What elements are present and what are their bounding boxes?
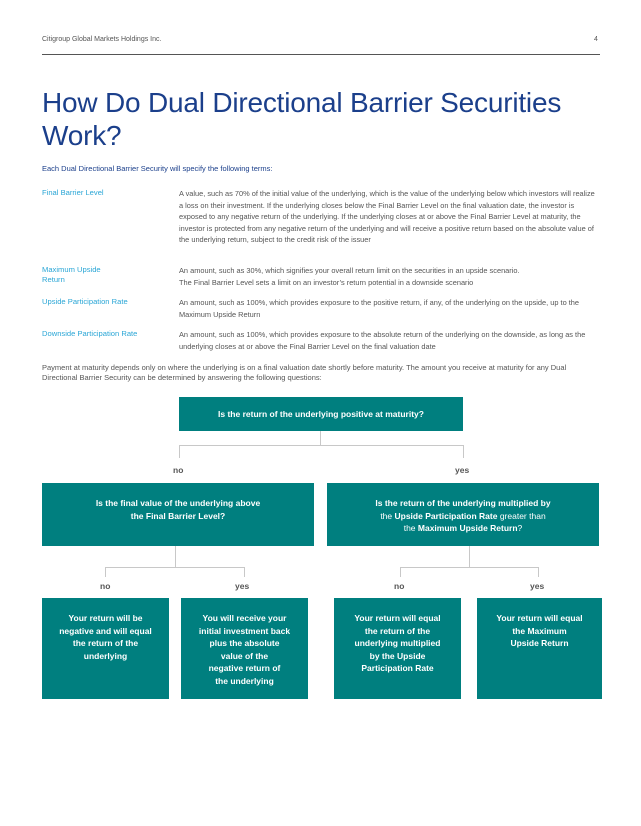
connector-line bbox=[105, 567, 106, 577]
definition-final-barrier-level: A value, such as 70% of the initial value of the underlying, which is the value of the underlying below which investors will realize a loss on their investment. If the underlying closes below the Final Barrier Level on the final valuation date, the investor is exposed to any negative return of the underlying. If the underlying closes at or above the Final Barrier Level at maturity, the investor is protected from any negative return of the underlying and will receive a positive return based on the absolute value of the underlying return, subject to the credit risk of the issuer bbox=[179, 189, 595, 244]
definition-downside-participation-rate: An amount, such as 100%, which provides exposure to the absolute return of the underlying on the downside, as long as the underlying closes at or above the Final Barrier Level on the final valuation date bbox=[179, 330, 586, 351]
flowchart-no-label: no bbox=[100, 581, 111, 591]
connector-line bbox=[244, 567, 245, 577]
payment-explanation: Payment at maturity depends only on where the underlying is on a final valuation date shortly before maturity. The amount you receive at maturity for any Dual Directional Barrier Security can be determined by answering the following questions: bbox=[42, 363, 567, 382]
connector-line bbox=[463, 445, 464, 458]
page-number: 4 bbox=[594, 36, 598, 43]
company-name: Citigroup Global Markets Holdings Inc. bbox=[42, 36, 162, 43]
page-title: How Do Dual Directional Barrier Securities Work? bbox=[42, 87, 562, 151]
flowchart-no-label: no bbox=[394, 581, 405, 591]
flowchart-yes-label: yes bbox=[235, 581, 250, 591]
outcome-negative-return: Your return will be negative and will equal the return of the underlying bbox=[42, 598, 169, 699]
header-divider bbox=[42, 54, 600, 55]
connector-line bbox=[538, 567, 539, 577]
term-final-barrier-level: Final Barrier Level bbox=[42, 188, 104, 197]
connector-line bbox=[105, 567, 245, 568]
connector-line bbox=[400, 567, 539, 568]
connector-line bbox=[400, 567, 401, 577]
connector-line bbox=[179, 445, 180, 458]
term-downside-participation-rate: Downside Participation Rate bbox=[42, 329, 138, 338]
intro-text: Each Dual Directional Barrier Security will specify the following terms: bbox=[42, 164, 273, 173]
term-maximum-upside-return: Maximum Upside Return bbox=[42, 265, 101, 284]
connector-line bbox=[175, 546, 176, 568]
connector-line bbox=[320, 431, 321, 445]
outcome-absolute-return: You will receive your initial investment back plus the absolute value of the negative return of the underlying bbox=[181, 598, 308, 699]
connector-line bbox=[469, 546, 470, 568]
flowchart-barrier-question: Is the final value of the underlying above the Final Barrier Level? bbox=[42, 483, 314, 546]
outcome-participation-return: Your return will equal the return of the underlying multiplied by the Upside Participation Rate bbox=[334, 598, 461, 699]
flowchart-yes-label: yes bbox=[530, 581, 545, 591]
flowchart-top-question: Is the return of the underlying positive at maturity? bbox=[179, 397, 463, 431]
flowchart-no-label: no bbox=[173, 465, 184, 475]
connector-line bbox=[179, 445, 464, 446]
flowchart-yes-label: yes bbox=[455, 465, 470, 475]
flowchart-upside-question: Is the return of the underlying multiplied by the Upside Participation Rate greater than the Maximum Upside Return? bbox=[327, 483, 599, 546]
definition-maximum-upside-return: An amount, such as 30%, which signifies your overall return limit on the securities in an upside scenario. The Final Barrier Level sets a limit on an investor’s return potential in a downside scenario bbox=[179, 266, 520, 287]
outcome-maximum-return: Your return will equal the Maximum Upside Return bbox=[477, 598, 602, 699]
term-upside-participation-rate: Upside Participation Rate bbox=[42, 297, 128, 306]
definition-upside-participation-rate: An amount, such as 100%, which provides exposure to the positive return, if any, of the underlying on the upside, up to the Maximum Upside Return bbox=[179, 298, 580, 319]
